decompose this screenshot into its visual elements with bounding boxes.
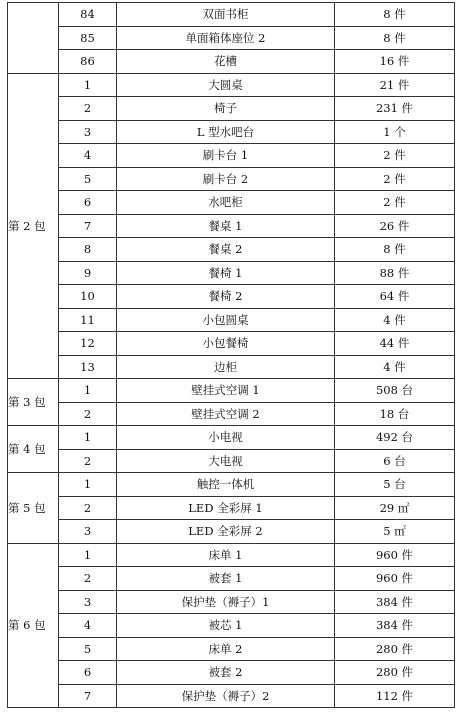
item-name: 保护垫（褥子）2 [117,684,335,708]
item-name: 餐椅 1 [117,261,335,285]
item-quantity: 26 件 [335,214,455,238]
item-number: 12 [59,332,117,356]
item-number: 3 [59,120,117,144]
table-row [8,120,455,144]
item-name: 双面书柜 [117,3,335,27]
item-name: 小包圆桌 [117,308,335,332]
item-number: 11 [59,308,117,332]
item-quantity: 2 件 [335,144,455,168]
item-name: L 型水吧台 [117,120,335,144]
item-quantity: 508 台 [335,379,455,403]
item-quantity: 21 件 [335,73,455,97]
table-row [8,3,455,27]
item-name: 花槽 [117,50,335,74]
table-row [8,308,455,332]
item-number: 1 [59,426,117,450]
item-number: 2 [59,496,117,520]
item-number: 84 [59,3,117,27]
table-row [8,144,455,168]
item-number: 4 [59,144,117,168]
item-name: 壁挂式空调 2 [117,402,335,426]
item-name: 刷卡台 2 [117,167,335,191]
item-quantity: 960 件 [335,567,455,591]
table-row [8,520,455,544]
item-quantity: 112 件 [335,684,455,708]
item-number: 5 [59,637,117,661]
item-number: 3 [59,520,117,544]
item-name: 大圆桌 [117,73,335,97]
table-row [8,285,455,309]
table-row [8,50,455,74]
item-name: 餐桌 2 [117,238,335,262]
item-name: 刷卡台 1 [117,144,335,168]
item-number: 2 [59,449,117,473]
table-row [8,167,455,191]
package-label: 第 6 包 [8,543,59,708]
item-quantity: 16 件 [335,50,455,74]
item-number: 10 [59,285,117,309]
item-name: 餐桌 1 [117,214,335,238]
item-quantity: 18 台 [335,402,455,426]
item-name: 单面箱体座位 2 [117,26,335,50]
item-number: 7 [59,684,117,708]
item-quantity: 2 件 [335,191,455,215]
item-number: 6 [59,191,117,215]
item-number: 6 [59,661,117,685]
item-name: 餐椅 2 [117,285,335,309]
item-quantity: 280 件 [335,661,455,685]
table-row [8,449,455,473]
table-row [8,402,455,426]
table-row [8,590,455,614]
table-row [8,614,455,638]
package-label: 第 4 包 [8,426,59,473]
package-label: 第 5 包 [8,473,59,544]
table-row [8,355,455,379]
table-row [8,73,455,97]
item-quantity: 280 件 [335,637,455,661]
table-row [8,332,455,356]
item-name: 床单 2 [117,637,335,661]
item-name: 小包餐椅 [117,332,335,356]
item-quantity: 2 件 [335,167,455,191]
package-label [8,3,59,74]
item-quantity: 5 ㎡ [335,520,455,544]
item-name: 被套 1 [117,567,335,591]
table-row [8,637,455,661]
item-quantity: 8 件 [335,26,455,50]
item-number: 2 [59,567,117,591]
table-row [8,567,455,591]
item-number: 85 [59,26,117,50]
item-quantity: 8 件 [335,3,455,27]
item-name: 边柜 [117,355,335,379]
item-number: 4 [59,614,117,638]
item-quantity: 960 件 [335,543,455,567]
item-name: 被芯 1 [117,614,335,638]
table-row [8,26,455,50]
item-quantity: 231 件 [335,97,455,121]
table-body [8,3,455,708]
table-row [8,379,455,403]
table-row [8,543,455,567]
table-row [8,684,455,708]
item-quantity: 492 台 [335,426,455,450]
item-quantity: 4 件 [335,308,455,332]
item-number: 1 [59,543,117,567]
item-number: 1 [59,473,117,497]
item-number: 5 [59,167,117,191]
item-number: 1 [59,73,117,97]
table-row [8,214,455,238]
item-name: 触控一体机 [117,473,335,497]
item-quantity: 384 件 [335,614,455,638]
table-row [8,261,455,285]
item-quantity: 44 件 [335,332,455,356]
item-name: 椅子 [117,97,335,121]
item-number: 9 [59,261,117,285]
item-name: 小电视 [117,426,335,450]
item-quantity: 29 ㎡ [335,496,455,520]
item-name: 壁挂式空调 1 [117,379,335,403]
item-quantity-table [7,2,455,708]
item-number: 3 [59,590,117,614]
item-name: 被套 2 [117,661,335,685]
item-quantity: 384 件 [335,590,455,614]
item-quantity: 1 个 [335,120,455,144]
item-number: 86 [59,50,117,74]
item-number: 7 [59,214,117,238]
item-quantity: 64 件 [335,285,455,309]
item-name: 保护垫（褥子）1 [117,590,335,614]
table-row [8,97,455,121]
item-name: 水吧柜 [117,191,335,215]
item-quantity: 6 台 [335,449,455,473]
item-number: 8 [59,238,117,262]
item-number: 2 [59,97,117,121]
item-name: LED 全彩屏 1 [117,496,335,520]
table-row [8,426,455,450]
table-row [8,238,455,262]
item-number: 1 [59,379,117,403]
table-row [8,473,455,497]
item-name: 床单 1 [117,543,335,567]
item-number: 2 [59,402,117,426]
table-row [8,191,455,215]
item-number: 13 [59,355,117,379]
item-name: 大电视 [117,449,335,473]
item-quantity: 4 件 [335,355,455,379]
item-quantity: 8 件 [335,238,455,262]
item-name: LED 全彩屏 2 [117,520,335,544]
table-row [8,661,455,685]
item-quantity: 88 件 [335,261,455,285]
table-row [8,496,455,520]
package-label: 第 3 包 [8,379,59,426]
item-quantity: 5 台 [335,473,455,497]
package-label: 第 2 包 [8,73,59,379]
